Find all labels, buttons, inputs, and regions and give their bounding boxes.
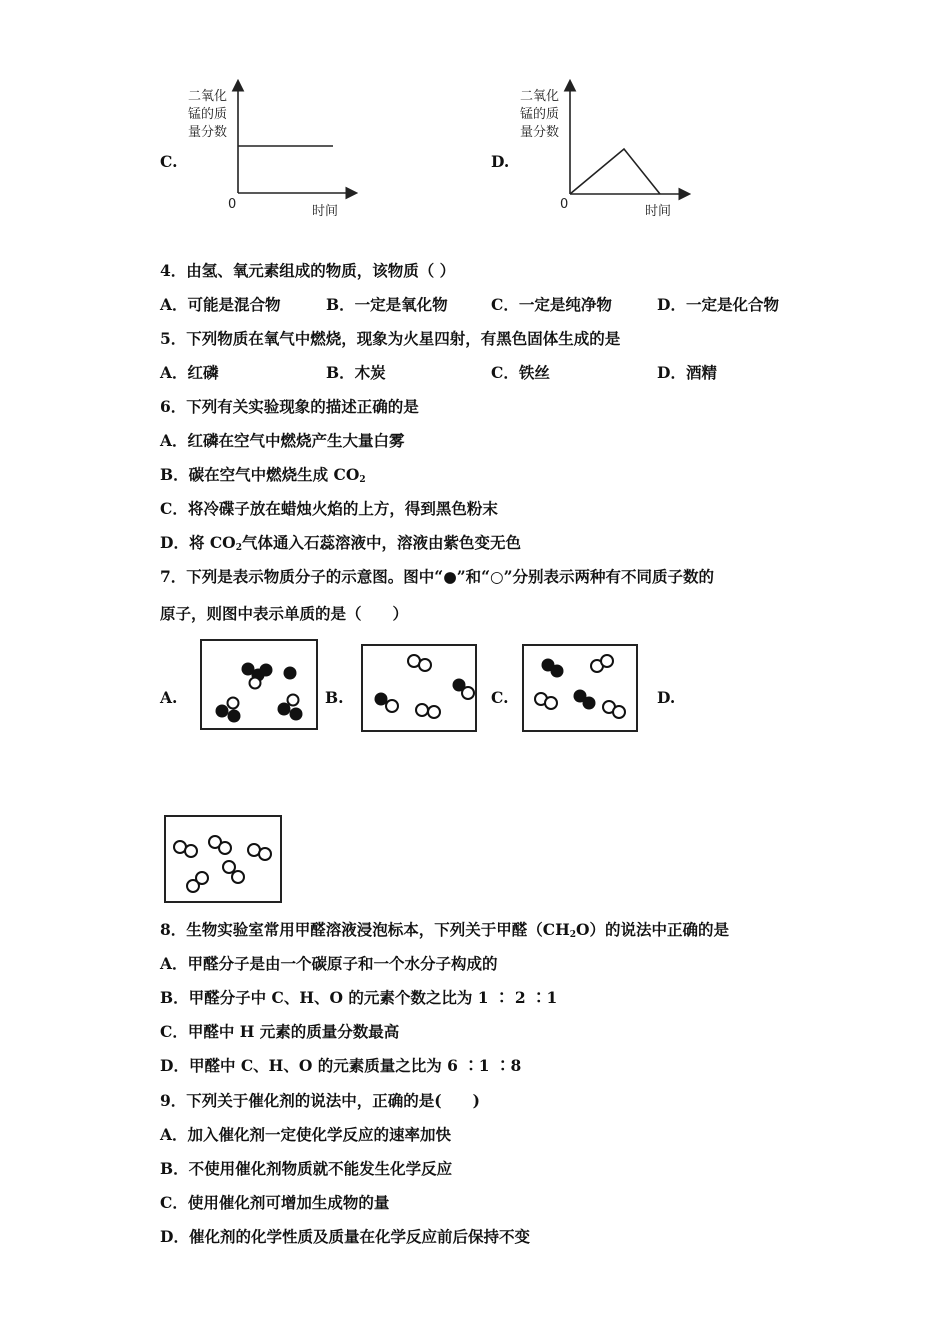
q5-stem: 5．下列物质在氧气中燃烧，现象为火星四射，有黑色固体生成的是 (160, 329, 621, 348)
q6-stem: 6．下列有关实验现象的描述正确的是 (160, 397, 419, 416)
q9-stem: 9．下列关于催化剂的说法中，正确的是( ) (160, 1091, 480, 1110)
option-d-label[interactable]: D. (491, 152, 510, 171)
q6-option-d[interactable]: D．将 $CO_2$气体通入石蕊溶液中，溶液由紫色变无色 (160, 533, 521, 553)
q4-option-b[interactable]: B．一定是氧化物 (326, 295, 448, 314)
q4-stem: 4．由氢、氧元素组成的物质，该物质（ ） (160, 261, 456, 280)
q7-option-b[interactable]: B. (325, 688, 344, 707)
q6-option-b[interactable]: B．碳在空气中燃烧生成 $CO_2$ (160, 465, 366, 485)
q4-option-c[interactable]: C．一定是纯净物 (491, 295, 612, 314)
graph-c-ylabel-3: 量分数 (188, 125, 228, 140)
option-c-label[interactable]: C. (160, 152, 178, 171)
q5-option-a[interactable]: A．红磷 (160, 363, 219, 382)
molecule-box-b (362, 645, 476, 731)
q5-option-b[interactable]: B．木炭 (326, 363, 386, 382)
q6-option-c[interactable]: C．将冷碟子放在蜡烛火焰的上方，得到黑色粉末 (160, 499, 498, 518)
graph-d-ylabel-1: 二氧化 (520, 89, 560, 104)
q5-option-d[interactable]: D．酒精 (657, 363, 717, 382)
q7-option-a[interactable]: A. (160, 688, 178, 707)
q5-option-c[interactable]: C．铁丝 (491, 363, 550, 382)
q8-option-a[interactable]: A．甲醛分子是由一个碳原子和一个水分子构成的 (160, 954, 498, 973)
graph-d-xlabel: 时间 (645, 204, 672, 219)
graph-c-ylabel-2: 锰的质 (188, 107, 228, 122)
graph-d-ylabel-2: 锰的质 (520, 107, 560, 122)
q7-stem-line2: 原子，则图中表示单质的是（ ） (160, 604, 409, 623)
molecule-box-a (201, 640, 317, 729)
q7-option-d[interactable]: D. (657, 688, 676, 707)
q4-option-d[interactable]: D．一定是化合物 (657, 295, 779, 314)
molecule-box-c (523, 645, 637, 731)
graph-c-ylabel-1: 二氧化 (188, 89, 228, 104)
q6-option-a[interactable]: A．红磷在空气中燃烧产生大量白雾 (160, 431, 405, 450)
q8-stem: 8．生物实验室常用甲醛溶液浸泡标本，下列关于甲醛$(CH_2O)$的说法中正确的是 (160, 920, 730, 940)
q8-option-c[interactable]: C．甲醛中 H 元素的质量分数最高 (160, 1022, 400, 1041)
q8-option-d[interactable]: D．甲醛中 C、H、O 的元素质量之比为 6 ∶1 ∶8 (160, 1056, 522, 1075)
graph-c-xlabel: 时间 (312, 204, 339, 219)
graph-c-origin: 0 (228, 197, 237, 212)
q8-option-b[interactable]: B．甲醛分子中 C、H、O 的元素个数之比为 1 ∶ 2 ∶1 (160, 988, 558, 1007)
graph-d-origin: 0 (560, 197, 569, 212)
q9-option-d[interactable]: D．催化剂的化学性质及质量在化学反应前后保持不变 (160, 1227, 530, 1246)
q9-option-a[interactable]: A．加入催化剂一定使化学反应的速率加快 (160, 1125, 452, 1144)
q7-stem-line1: 7．下列是表示物质分子的示意图。图中“●”和“○”分别表示两种有不同质子数的 (160, 567, 714, 586)
q9-option-c[interactable]: C．使用催化剂可增加生成物的量 (160, 1193, 390, 1212)
molecule-box-d (165, 816, 281, 902)
q9-option-b[interactable]: B．不使用催化剂物质就不能发生化学反应 (160, 1159, 453, 1178)
q4-option-a[interactable]: A．可能是混合物 (160, 295, 281, 314)
graph-d-ylabel-3: 量分数 (520, 125, 560, 140)
q7-option-c[interactable]: C. (491, 688, 509, 707)
